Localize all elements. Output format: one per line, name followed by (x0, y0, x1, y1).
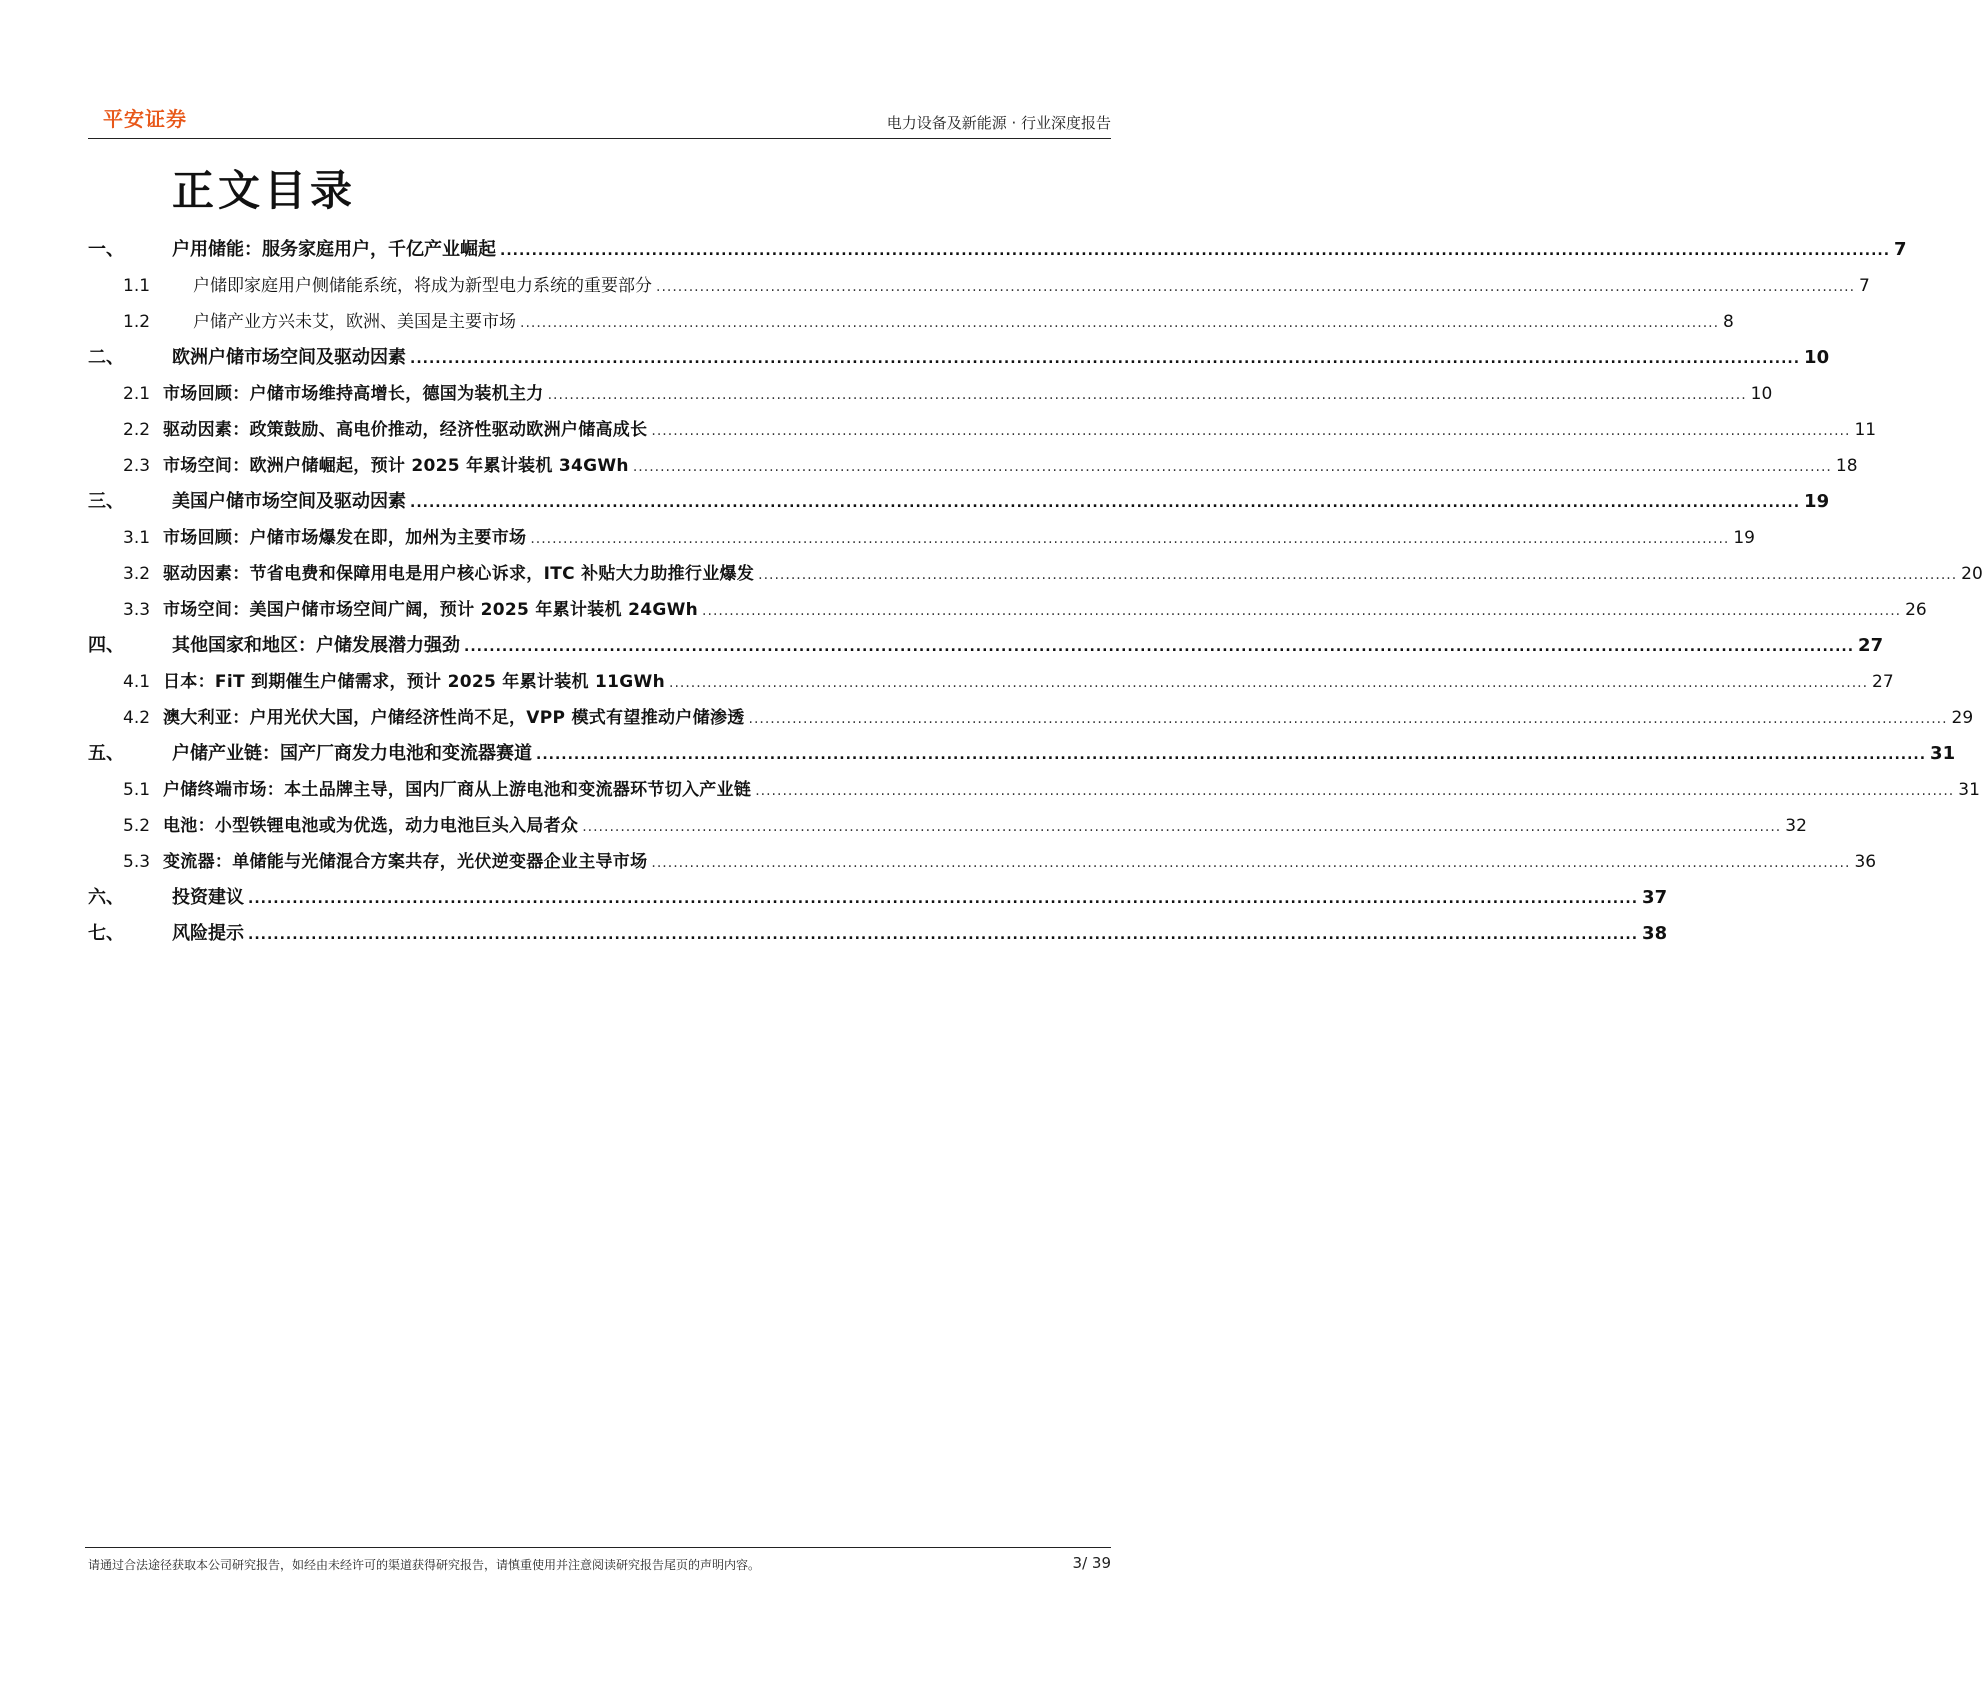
toc-dot-leader: ............................................................................................................................................................................................................................ (410, 495, 1801, 511)
toc-entry-title: 电池：小型铁锂电池或为优选，动力电池巨头入局者众 (163, 816, 579, 836)
toc-dot-leader: ............................................................................................................................................................................................................................ (464, 639, 1855, 655)
toc-entry-number: 2.3 (123, 456, 151, 476)
toc-entry-page: 7 (1894, 239, 1907, 260)
toc-chapter-entry[interactable] (88, 628, 1884, 664)
toc-dot-leader: ............................................................................................................................................................................................................................ (547, 387, 1747, 403)
toc-chapter-entry[interactable] (88, 340, 1830, 376)
toc-entry-number: 二、 (88, 347, 124, 368)
toc-entry-page: 11 (1854, 420, 1877, 440)
toc-entry-number: 一、 (88, 239, 124, 260)
toc-entry-number: 六、 (88, 887, 124, 908)
toc-entry-number: 3.1 (123, 528, 151, 548)
toc-entry-title: 澳大利亚：户用光伏大国，户储经济性尚不足，VPP 模式有望推动户储渗透 (163, 708, 745, 728)
toc-entry-page: 38 (1642, 923, 1668, 944)
toc-entry-page: 27 (1872, 672, 1894, 692)
toc-entry-number: 七、 (88, 923, 124, 944)
toc-entry-number: 2.2 (123, 420, 151, 440)
toc-entry-title: 户储终端市场：本土品牌主导，国内厂商从上游电池和变流器环节切入产业链 (163, 780, 752, 800)
toc-entry-number: 4.2 (123, 708, 151, 728)
toc-entry-page: 32 (1785, 816, 1807, 836)
toc-entry-title: 日本：FiT 到期催生户储需求，预计 2025 年累计装机 11GWh (163, 672, 665, 692)
toc-entry-number: 五、 (88, 743, 124, 764)
toc-entry-page: 19 (1804, 491, 1830, 512)
toc-section-entry[interactable] (88, 700, 1974, 736)
toc-entry-page: 10 (1804, 347, 1830, 368)
toc-dot-leader: ............................................................................................................................................................................................................................ (656, 279, 1856, 295)
toc-entry-page: 26 (1905, 600, 1927, 620)
report-type: 电力设备及新能源 · 行业深度报告 (886, 114, 1111, 132)
toc-dot-leader: ............................................................................................................................................................................................................................ (520, 315, 1720, 331)
toc-entry-number: 1.2 (123, 312, 151, 332)
toc-entry-page: 37 (1642, 887, 1668, 908)
footer-disclaimer: 请通过合法途径获取本公司研究报告，如经由未经许可的渠道获得研究报告，请慎重使用并注意阅读研究报告尾页的声明内容。 (88, 1558, 761, 1572)
toc-chapter-entry[interactable] (88, 736, 1956, 772)
toc-entry-title: 驱动因素：政策鼓励、高电价推动，经济性驱动欧洲户储高成长 (163, 420, 648, 440)
toc-dot-leader: ............................................................................................................................................................................................................................ (702, 603, 1902, 619)
toc-entry-number: 三、 (88, 491, 124, 512)
toc-entry-number: 四、 (88, 635, 124, 656)
toc-dot-leader: ............................................................................................................................................................................................................................ (758, 567, 1958, 583)
toc-dot-leader: ............................................................................................................................................................................................................................ (669, 675, 1869, 691)
toc-chapter-entry[interactable] (88, 880, 1668, 916)
toc-entry-title: 美国户储市场空间及驱动因素 (172, 491, 406, 512)
toc-entry-title: 欧洲户储市场空间及驱动因素 (172, 347, 406, 368)
toc-dot-leader: ............................................................................................................................................................................................................................ (651, 423, 1851, 439)
toc-dot-leader: ............................................................................................................................................................................................................................ (582, 819, 1782, 835)
toc-entry-title: 投资建议 (172, 887, 244, 908)
toc-entry-page: 7 (1859, 276, 1870, 296)
footer-divider (85, 1547, 1111, 1548)
table-of-contents (88, 232, 1983, 952)
toc-entry-title: 户储产业链：国产厂商发力电池和变流器赛道 (172, 743, 532, 764)
toc-dot-leader: ............................................................................................................................................................................................................................ (500, 243, 1891, 259)
toc-entry-number: 5.1 (123, 780, 151, 800)
toc-entry-title: 变流器：单储能与光储混合方案共存，光伏逆变器企业主导市场 (163, 852, 648, 872)
toc-entry-number: 5.3 (123, 852, 151, 872)
toc-entry-title: 户用储能：服务家庭用户，千亿产业崛起 (172, 239, 496, 260)
toc-entry-page: 10 (1750, 384, 1773, 404)
toc-section-entry[interactable] (88, 412, 1877, 448)
toc-entry-page: 31 (1930, 743, 1956, 764)
toc-entry-title: 户储即家庭用户侧储能系统，将成为新型电力系统的重要部分 (193, 276, 652, 296)
toc-section-entry[interactable] (88, 772, 1980, 808)
toc-chapter-entry[interactable] (88, 484, 1830, 520)
toc-entry-number: 3.3 (123, 600, 151, 620)
toc-entry-number: 3.2 (123, 564, 151, 584)
toc-section-entry[interactable] (88, 592, 1927, 628)
toc-entry-title: 市场空间：欧洲户储崛起，预计 2025 年累计装机 34GWh (163, 456, 629, 476)
toc-chapter-entry[interactable] (88, 916, 1668, 952)
toc-section-entry[interactable] (88, 268, 1870, 304)
toc-title: 正文目录 (172, 166, 357, 215)
toc-entry-title: 驱动因素：节省电费和保障用电是用户核心诉求，ITC 补贴大力助推行业爆发 (163, 564, 755, 584)
toc-entry-page: 31 (1958, 780, 1980, 800)
toc-section-entry[interactable] (88, 376, 1773, 412)
toc-entry-page: 29 (1951, 708, 1974, 728)
toc-entry-title: 市场空间：美国户储市场空间广阔，预计 2025 年累计装机 24GWh (163, 600, 699, 620)
toc-dot-leader: ............................................................................................................................................................................................................................ (536, 747, 1927, 763)
toc-dot-leader: ............................................................................................................................................................................................................................ (530, 531, 1730, 547)
toc-section-entry[interactable] (88, 664, 1894, 700)
toc-entry-page: 8 (1723, 312, 1734, 332)
header-divider (88, 138, 1111, 139)
toc-entry-page: 18 (1835, 456, 1858, 476)
toc-dot-leader: ............................................................................................................................................................................................................................ (248, 927, 1639, 943)
toc-dot-leader: ............................................................................................................................................................................................................................ (632, 459, 1832, 475)
company-logo: 平安证券 (103, 107, 187, 131)
toc-dot-leader: ............................................................................................................................................................................................................................ (651, 855, 1851, 871)
toc-section-entry[interactable] (88, 304, 1734, 340)
page-number: 3/ 39 (1072, 1554, 1111, 1572)
toc-entry-title: 风险提示 (172, 923, 244, 944)
toc-entry-title: 市场回顾：户储市场爆发在即，加州为主要市场 (163, 528, 527, 548)
toc-entry-page: 20 (1961, 564, 1983, 584)
toc-entry-page: 36 (1854, 852, 1877, 872)
toc-section-entry[interactable] (88, 808, 1807, 844)
toc-entry-number: 2.1 (123, 384, 151, 404)
toc-section-entry[interactable] (88, 520, 1755, 556)
toc-section-entry[interactable] (88, 556, 1983, 592)
toc-chapter-entry[interactable] (88, 232, 1907, 268)
toc-section-entry[interactable] (88, 448, 1858, 484)
toc-entry-title: 户储产业方兴未艾，欧洲、美国是主要市场 (193, 312, 516, 332)
toc-dot-leader: ............................................................................................................................................................................................................................ (248, 891, 1639, 907)
toc-dot-leader: ............................................................................................................................................................................................................................ (748, 711, 1948, 727)
toc-entry-page: 19 (1733, 528, 1755, 548)
toc-dot-leader: ............................................................................................................................................................................................................................ (755, 783, 1955, 799)
toc-entry-title: 其他国家和地区：户储发展潜力强劲 (172, 635, 460, 656)
toc-section-entry[interactable] (88, 844, 1877, 880)
toc-entry-number: 1.1 (123, 276, 151, 296)
toc-dot-leader: ............................................................................................................................................................................................................................ (410, 351, 1801, 367)
toc-entry-title: 市场回顾：户储市场维持高增长，德国为装机主力 (163, 384, 544, 404)
toc-entry-number: 5.2 (123, 816, 151, 836)
toc-entry-page: 27 (1858, 635, 1884, 656)
toc-entry-number: 4.1 (123, 672, 151, 692)
